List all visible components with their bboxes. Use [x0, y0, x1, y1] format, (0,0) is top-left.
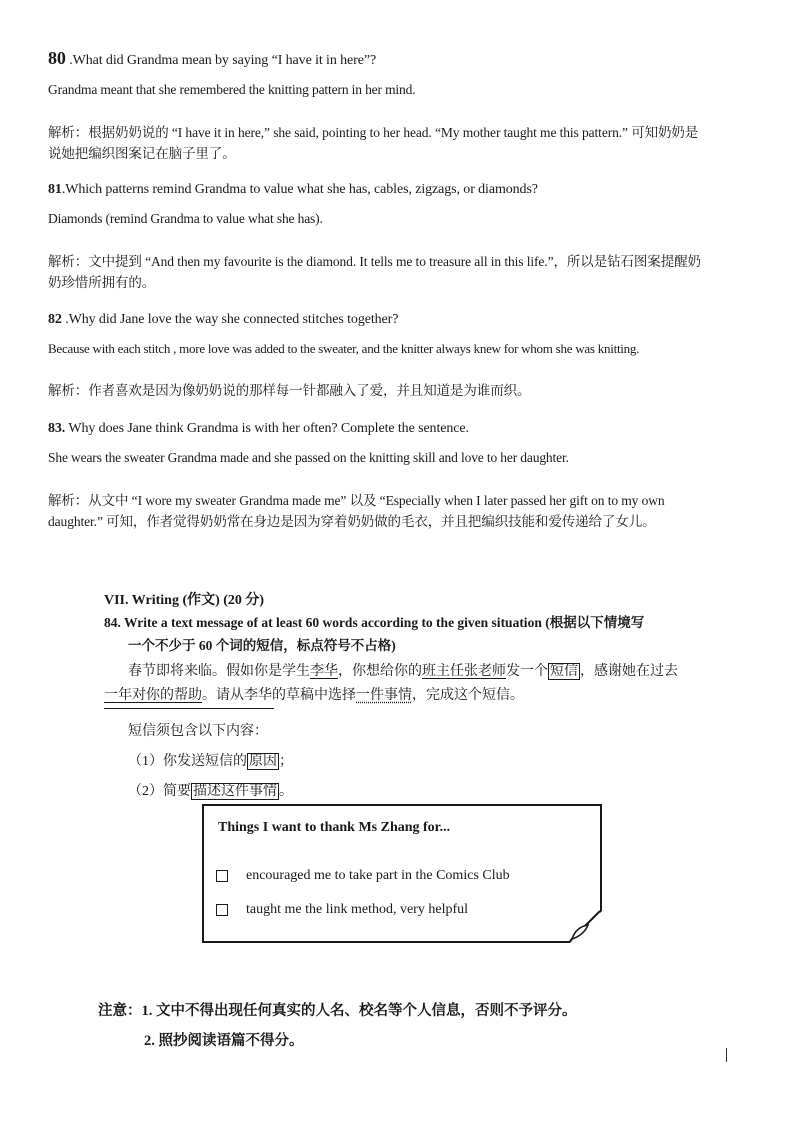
situation-teacher: 班主任张老师	[422, 664, 506, 679]
edge-mark	[726, 1048, 727, 1062]
draft-note-card	[202, 804, 602, 943]
q80-question-text: .What did Grandma mean by saying “I have it in here”?	[65, 53, 377, 68]
writing-section-title: VII. Writing (作文) (20 分)	[104, 593, 265, 608]
q80-answer: Grandma meant that she remembered the knitting pattern in her mind.	[48, 82, 416, 97]
requirement-reason-boxed: 原因	[249, 754, 277, 769]
card-option-1	[216, 868, 510, 884]
card-title: Things I want to thank Ms Zhang for...	[218, 820, 451, 835]
requirement-item-2	[128, 780, 293, 800]
q81-number: 81	[48, 182, 62, 197]
q83-answer: She wears the sweater Grandma made and she passed on the knitting skill and love to her daughter.	[48, 450, 569, 465]
checkbox-icon	[216, 870, 228, 882]
q80-question	[48, 48, 376, 69]
situation-text: 春节即将来临。假如你是学生	[128, 664, 310, 679]
q81-question-text: .Which patterns remind Grandma to value what she has, cables, zigzags, or diamonds?	[61, 182, 538, 197]
requirement-text: （2）简要	[128, 784, 191, 799]
requirement-text: （1）你发送短信的	[128, 754, 247, 769]
must-include-label: 短信须包含以下内容：	[128, 724, 268, 739]
situation-text: 。请从李华的草稿中选择	[202, 688, 356, 703]
note-line1: 注意：1. 文中不得出现任何真实的人名、校名等个人信息，否则不予评分。	[98, 1003, 577, 1019]
q80-explain-line2: 说她把编织图案记在脑子里了。	[48, 146, 236, 161]
q82-explain-line1: 解析：作者喜欢是因为像奶奶说的那样每一针都融入了爱，并且知道是为谁而织。	[48, 383, 531, 398]
situation-one-thing: 一件事情	[356, 688, 412, 703]
page-curl-icon	[568, 909, 602, 943]
requirement-text: 。	[279, 784, 293, 799]
situation-text: 发一个	[506, 664, 548, 679]
writing-task-line2: 一个不少于 60 个词的短信，标点符号不占格)	[128, 638, 396, 653]
q82-answer: Because with each stitch , more love was added to the sweater, and the knitter always knew for whom she was knitting.	[48, 341, 640, 356]
situation-help: 一年对你的帮助	[104, 688, 202, 703]
requirement-text: ；	[279, 754, 293, 769]
card-option-text: taught me the link method, very helpful	[246, 902, 469, 917]
q81-answer: Diamonds (remind Grandma to value what she has).	[48, 211, 323, 226]
q83-explain-line1: 解析：从文中 “I wore my sweater Grandma made me” 以及 “Especially when I later passed her gift on to my own	[48, 493, 665, 508]
situation-name: 李华	[310, 664, 338, 679]
q80-number: 80	[48, 48, 66, 68]
situation-text: ，感谢她在过去	[580, 664, 678, 679]
writing-task-line1: 84. Write a text message of at least 60 words according to the given situation (根据以下情境写	[104, 615, 645, 630]
q82-question	[48, 312, 398, 328]
card-option-text: encouraged me to take part in the Comics Club	[246, 868, 510, 883]
requirement-item-1	[128, 750, 293, 770]
situation-text: ，完成这个短信。	[412, 688, 524, 703]
checkbox-icon	[216, 904, 228, 916]
q83-number: 83.	[48, 421, 66, 436]
situation-text: ，你想给你的	[338, 664, 422, 679]
q81-explain-line1: 解析：文中提到 “And then my favourite is the diamond. It tells me to treasure all in this life.”，所以是钻石图案提醒奶	[48, 254, 701, 269]
requirement-describe-boxed: 描述这件事情	[193, 784, 277, 799]
situation-line2	[104, 684, 524, 704]
q83-explain-line2: daughter.” 可知，作者觉得奶奶常在身边是因为穿着奶奶做的毛衣，并且把编织技能和爱传递给了女儿。	[48, 514, 656, 529]
situation-line1	[128, 660, 678, 680]
q82-number: 82	[48, 312, 62, 327]
q80-explain-line1: 解析：根据奶奶说的 “I have it in here,” she said, pointing to her head. “My mother taught me this pattern.” 可知奶奶是	[48, 125, 699, 140]
q81-question	[48, 182, 538, 198]
q83-question-text: Why does Jane think Grandma is with her often? Complete the sentence.	[65, 421, 469, 436]
note-line2: 2. 照抄阅读语篇不得分。	[144, 1033, 304, 1049]
q83-question	[48, 421, 469, 437]
q82-question-text: .Why did Jane love the way she connected stitches together?	[61, 312, 399, 327]
card-option-2	[216, 902, 468, 918]
situation-message-boxed: 短信	[550, 664, 578, 679]
q81-explain-line2: 奶珍惜所拥有的。	[48, 275, 156, 290]
underline-stroke	[104, 708, 274, 709]
